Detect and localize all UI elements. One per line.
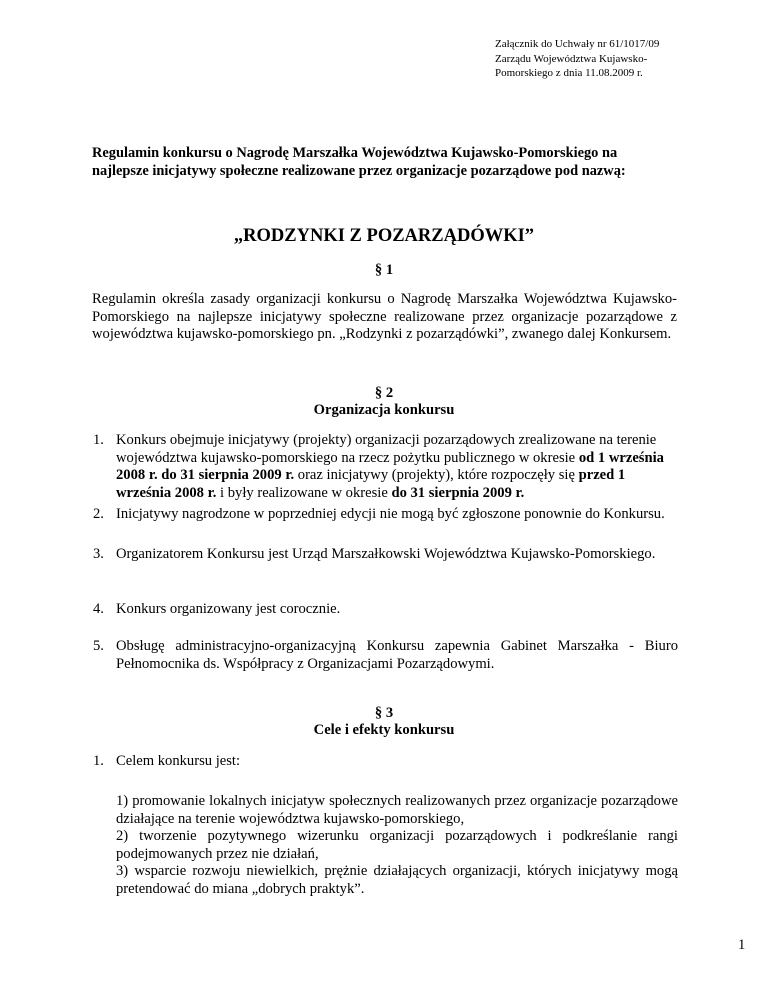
goal-item: 3) wsparcie rozwoju niewielkich, prężnie działających organizacji, których inicjatywy mogą pretendować do miana „dobrych praktyk”. bbox=[116, 863, 678, 897]
section-2-title: Organizacja konkursu bbox=[313, 402, 455, 418]
section-3-title: Cele i efekty konkursu bbox=[313, 722, 455, 738]
list-item bbox=[93, 638, 678, 673]
section-2-list-item-4 bbox=[93, 601, 678, 619]
section-1-mark: § 1 bbox=[374, 262, 394, 278]
list-item-text: Konkurs organizowany jest corocznie. bbox=[116, 601, 341, 617]
list-item-text: Obsługę administracyjno-organizacyjną Konkursu zapewnia Gabinet Marszałka - Biuro Pełnomocnika ds. Współpracy z Organizacjami Pozarządowymi. bbox=[116, 638, 678, 672]
list-item-number: 5. bbox=[93, 638, 104, 654]
section-1-paragraph: Regulamin określa zasady organizacji konkursu o Nagrodę Marszałka Województwa Kujawsko-Pomorskiego na najlepsze inicjatywy społeczne realizowane przez organizacje pozarządowe z województwa kujawsko-pomorskiego pn. „Rodzynki z pozarządówki”, zwanego dalej Konkursem. bbox=[92, 291, 677, 342]
section-2-list bbox=[93, 432, 678, 502]
heading-line-2: najlepsze inicjatywy społeczne realizowane przez organizacje pozarządowe pod nazwą: bbox=[92, 163, 626, 179]
list-item-number: 2. bbox=[93, 506, 104, 522]
list-item-text: Celem konkursu jest: bbox=[116, 753, 241, 769]
list-item-number: 3. bbox=[93, 546, 104, 562]
section-3-mark: § 3 bbox=[374, 705, 394, 721]
list-item-bold: od 1 września 2008 r. do 31 sierpnia 2009 r. bbox=[116, 449, 664, 483]
list-item bbox=[93, 432, 678, 502]
list-item bbox=[93, 601, 678, 619]
page-number: 1 bbox=[738, 937, 746, 953]
goal-item: 2) tworzenie pozytywnego wizerunku organizacji pozarządowych i podkreślanie rangi podejmowanych przez nie działań, bbox=[116, 828, 678, 862]
section-3-list bbox=[93, 753, 678, 771]
annex-line-1: Załącznik do Uchwały nr 61/1017/09 bbox=[495, 38, 660, 50]
section-2-list-item-2 bbox=[93, 506, 678, 524]
list-item-bold: przed 1 września 2008 r. bbox=[116, 467, 626, 501]
annex-line-2: Zarządu Województwa Kujawsko- bbox=[495, 52, 648, 65]
list-item-bold: do 31 sierpnia 2009 r. bbox=[391, 484, 525, 501]
list-item-text: i były realizowane w okresie bbox=[216, 484, 392, 501]
list-item bbox=[93, 506, 678, 524]
list-item-number: 1. bbox=[93, 432, 104, 448]
heading-line-1: Regulamin konkursu o Nagrodę Marszałka Województwa Kujawsko-Pomorskiego na bbox=[92, 145, 618, 161]
regulation-heading bbox=[92, 144, 677, 180]
list-item-text: Konkurs obejmuje inicjatywy (projekty) organizacji pozarządowych zrealizowane na terenie województwa kujawsko-pomorskiego na rzecz pożytku publicznego w okresie bbox=[116, 432, 657, 466]
list-item-text: oraz inicjatywy (projekty), które rozpoczęły się bbox=[294, 467, 579, 483]
annex-note bbox=[495, 37, 659, 81]
list-item-number: 4. bbox=[93, 601, 104, 617]
list-item bbox=[93, 753, 678, 771]
annex-line-3: Pomorskiego z dnia 11.08.2009 r. bbox=[495, 67, 643, 79]
section-2-mark: § 2 bbox=[374, 385, 394, 401]
list-item bbox=[93, 546, 678, 564]
list-item-number: 1. bbox=[93, 753, 104, 769]
list-item-text: Inicjatywy nagrodzone w poprzedniej edycji nie mogą być zgłoszone ponownie do Konkursu. bbox=[116, 506, 665, 522]
section-3-goals bbox=[116, 793, 678, 898]
contest-title: „RODZYNKI Z POZARZĄDÓWKI” bbox=[233, 226, 535, 246]
list-item-text: Organizatorem Konkursu jest Urząd Marszałkowski Województwa Kujawsko-Pomorskiego. bbox=[116, 546, 656, 562]
goal-item: 1) promowanie lokalnych inicjatyw społecznych realizowanych przez organizacje pozarządowe działające na terenie województwa kujawsko-pomorskiego, bbox=[116, 793, 678, 827]
section-2-list-item-3 bbox=[93, 546, 678, 564]
section-2-list-item-5 bbox=[93, 638, 678, 673]
